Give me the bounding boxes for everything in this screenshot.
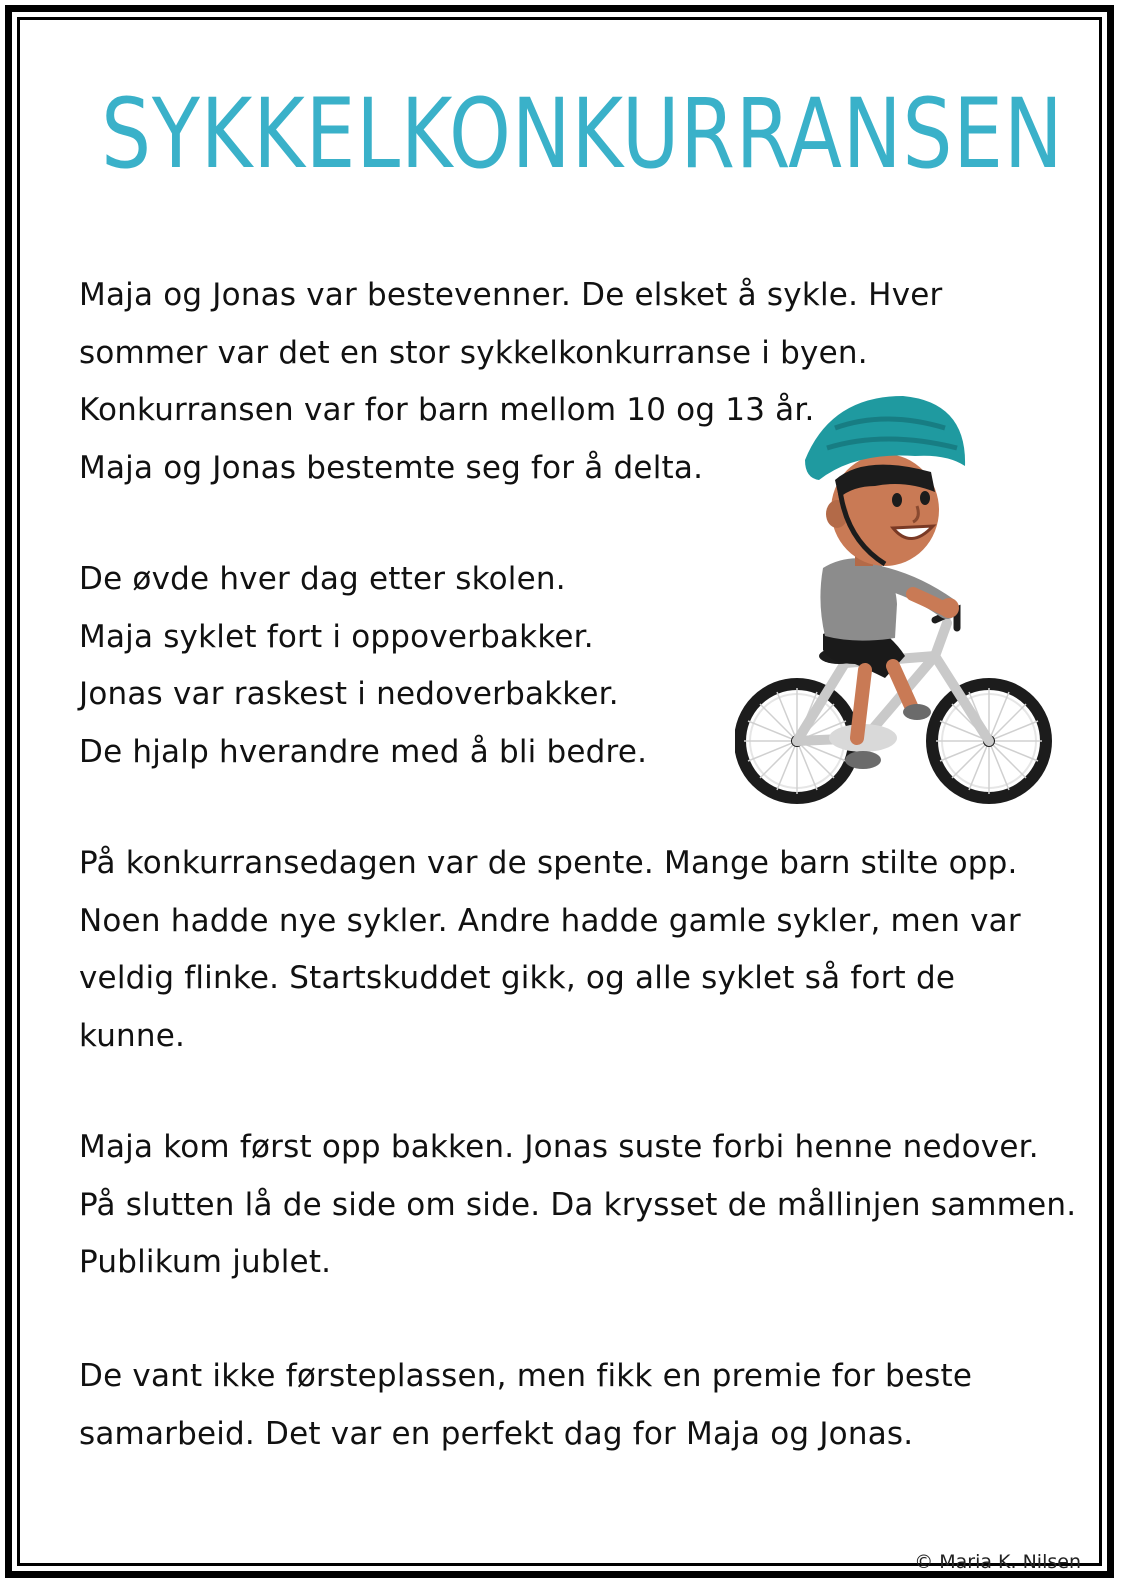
page-title: SYKKELKONKURRANSEN <box>101 78 1064 190</box>
text-line: sommer var det en stor sykkelkonkurranse i byen. <box>79 334 868 371</box>
text-line: På slutten lå de side om side. Da krysset de mållinjen sammen. <box>79 1186 1077 1223</box>
text-line: Maja syklet fort i oppoverbakker. <box>79 618 594 655</box>
text-line: samarbeid. Det var en perfekt dag for Maja og Jonas. <box>79 1415 914 1452</box>
text-line: På konkurransedagen var de spente. Mange barn stilte opp. <box>79 845 1018 881</box>
text-line: veldig flinke. Startskuddet gikk, og alle syklet så fort de <box>79 960 956 996</box>
text-line: Publikum jublet. <box>79 1244 332 1280</box>
text-line: De øvde hver dag etter skolen. <box>79 561 566 597</box>
text-line: De vant ikke førsteplassen, men fikk en premie for beste <box>79 1358 973 1394</box>
text-line: kunne. <box>79 1017 186 1054</box>
text-line: Jonas var raskest i nedoverbakker. <box>79 676 619 712</box>
text-line: Konkurransen var for barn mellom 10 og 13 år. <box>79 392 815 428</box>
text-line: Noen hadde nye sykler. Andre hadde gamle sykler, men var <box>79 902 1021 939</box>
text-line: De hjalp hverandre med å bli bedre. <box>79 733 648 770</box>
paragraph-5 <box>79 1348 972 1463</box>
text-line: Maja og Jonas bestemte seg for å delta. <box>79 449 704 486</box>
text-line: Maja og Jonas var bestevenner. De elsket å sykle. Hver <box>79 277 943 313</box>
paragraph-4 <box>79 1119 1076 1292</box>
paragraph-2 <box>79 551 647 781</box>
text-line: Maja kom først opp bakken. Jonas suste forbi henne nedover. <box>79 1129 1039 1165</box>
paragraph-3 <box>79 835 1021 1065</box>
copyright-notice: © Maria K. Nilsen <box>914 1551 1081 1573</box>
boy-cycling-icon <box>735 388 1060 808</box>
